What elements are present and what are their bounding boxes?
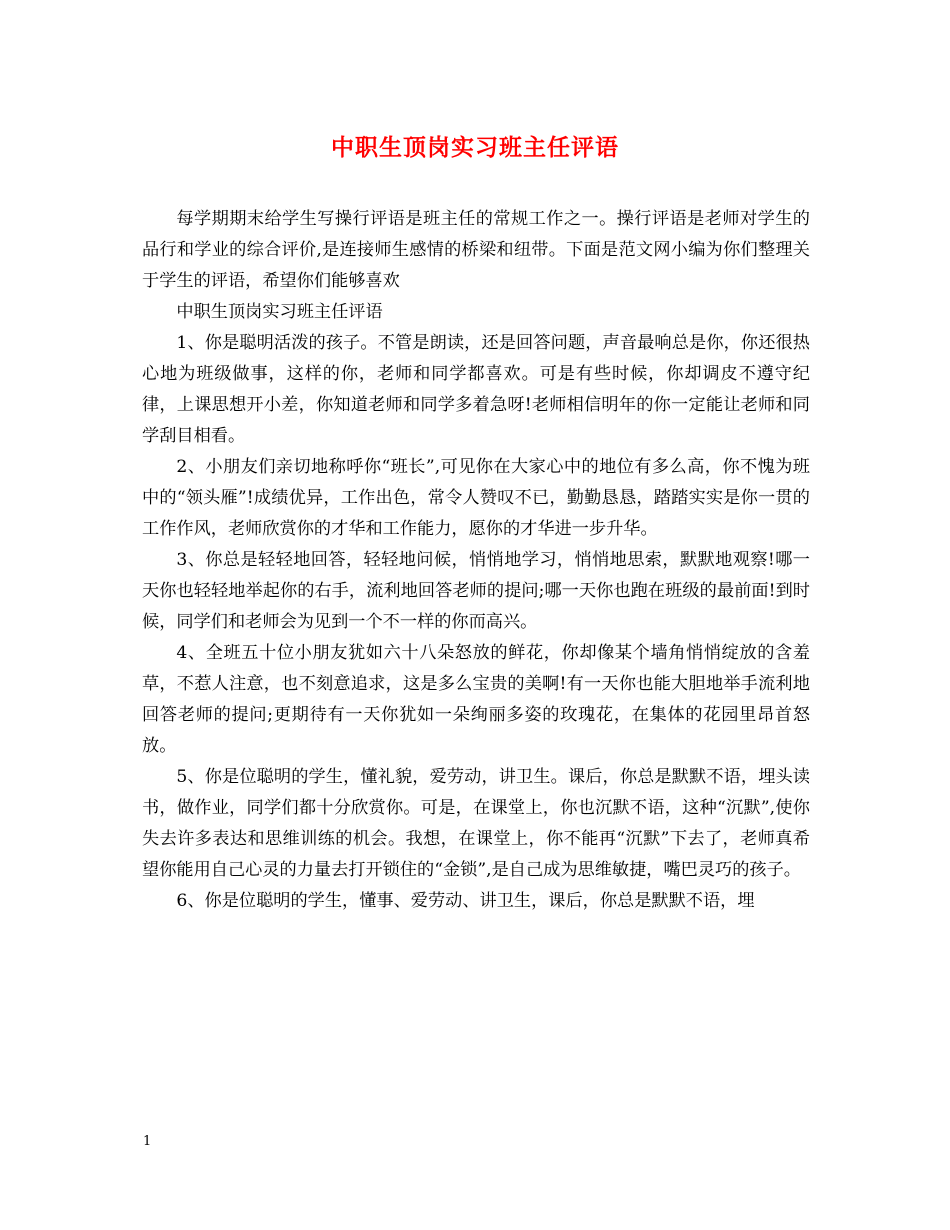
comment-paragraph-6: 6、你是位聪明的学生，懂事、爱劳动、讲卫生，课后，你总是默默不语，埋 [176,891,755,911]
comment-paragraph-1: 1、你是聪明活泼的孩子。不管是朗读，还是回答问题，声音最响总是你，你还很热心地为班级做事，这样的你，老师和同学都喜欢。可是有些时候，你却调皮不遵守纪律，上课思想开小差，你知道老师和同学多着急呀!老师相信明年的你一定能让老师和同学刮目相看。 [142,333,810,446]
page-number: 1 [143,1134,152,1149]
comment-paragraph-4: 4、全班五十位小朋友犹如六十八朵怒放的鲜花，你却像某个墙角悄悄绽放的含羞草，不惹人注意，也不刻意追求，这是多么宝贵的美啊!有一天你也能大胆地举手流利地回答老师的提问;更期待有一天你犹如一朵绚丽多姿的玫瑰花，在集体的花园里昂首怒放。 [142,643,810,756]
comment-paragraph-3: 3、你总是轻轻地回答，轻轻地问候，悄悄地学习，悄悄地思索，默默地观察!哪一天你也轻轻地举起你的右手，流利地回答老师的提问;哪一天你也跑在班级的最前面!到时候，同学们和老师会为见到一个不一样的你而高兴。 [142,550,810,632]
document-body [142,204,810,917]
section-heading: 中职生顶岗实习班主任评语 [176,302,383,322]
comment-paragraph-5: 5、你是位聪明的学生，懂礼貌，爱劳动，讲卫生。课后，你总是默默不语，埋头读书，做作业，同学们都十分欣赏你。可是，在课堂上，你也沉默不语，这种“沉默”,使你失去许多表达和思维训练的机会。我想，在课堂上，你不能再“沉默”下去了，老师真希望你能用自己心灵的力量去打开锁住的“金锁”,是自己成为思维敏捷，嘴巴灵巧的孩子。 [142,767,810,880]
comment-paragraph-2: 2、小朋友们亲切地称呼你“班长”,可见你在大家心中的地位有多么高，你不愧为班中的“领头雁”!成绩优异，工作出色，常令人赞叹不已，勤勤恳恳，踏踏实实是你一贯的工作作风，老师欣赏你的才华和工作能力，愿你的才华进一步升华。 [142,457,810,539]
intro-paragraph: 每学期期末给学生写操行评语是班主任的常规工作之一。操行评语是老师对学生的品行和学业的综合评价,是连接师生感情的桥梁和纽带。下面是范文网小编为你们整理关于学生的评语，希望你们能够喜欢 [142,209,810,291]
document-title: 中职生顶岗实习班主任评语 [331,134,619,161]
